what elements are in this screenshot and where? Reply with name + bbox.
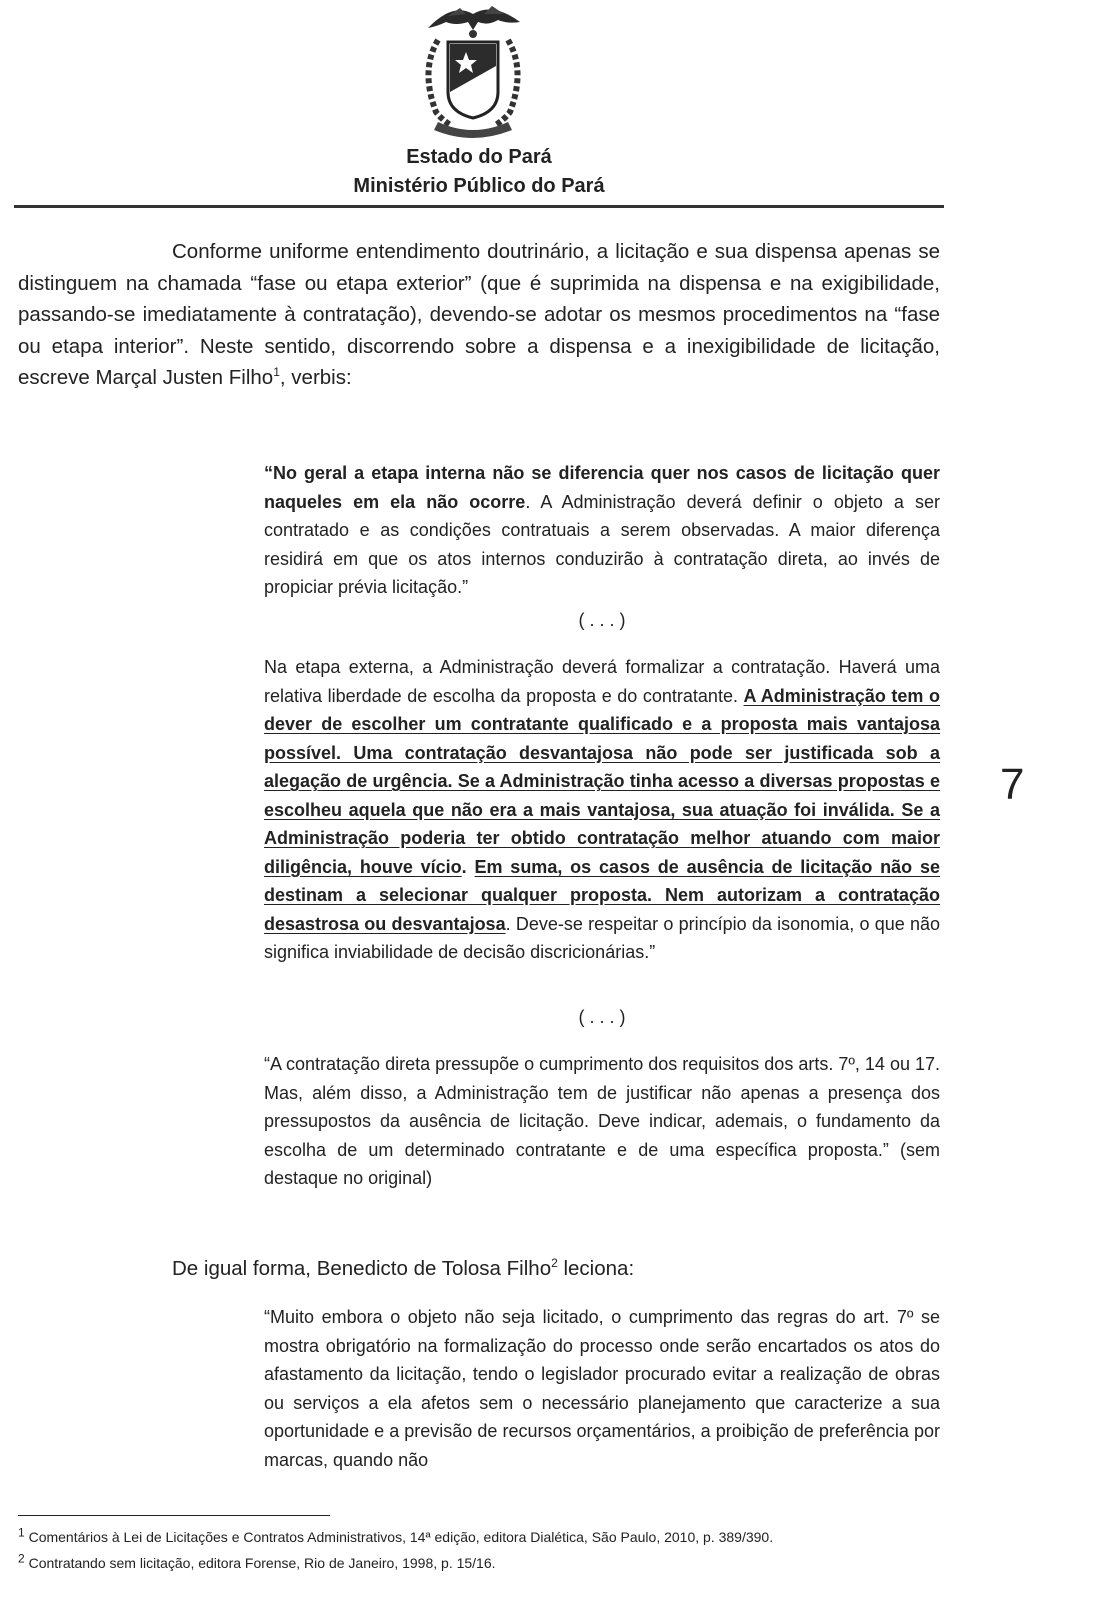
paragraph-1-text: Conforme uniforme entendimento doutrinário, a licitação e sua dispensa apenas se distinguem na chamada “fase ou etapa exterior” (que é suprimida na dispensa e na exigibilidade, passando-se imediatamente à contratação), devendo-se adotar os mesmos procedimentos na “fase ou etapa interior”. Neste sentido, discorrendo sobre a dispensa e a inexigibilidade de licitação, escreve Marçal Justen Filho (18, 240, 940, 389)
quote-2 (264, 653, 940, 967)
ellipsis-1: ( . . . ) (578, 610, 626, 630)
quote-2-underlined-1: A Administração tem o dever de escolher um contratante qualificado e a proposta mais vantajosa possível. Uma contratação desvantajosa não pode ser justificada sob a alegação de urgência. Se a Administração tinha acesso a diversas propostas e escolheu aquela que não era a mais vantajosa, sua atuação foi inválida. Se a Administração poderia ter obtido contratação melhor atuando com maior diligência, houve vício (264, 685, 940, 877)
footnote-1-text: Comentários à Lei de Licitações e Contratos Administrativos, 14ª edição, editora Dialética, São Paulo, 2010, p. 389/390. (28, 1529, 774, 1545)
quote-1-rest: . A Administração deverá definir o objeto a ser contratado e as condições contratuais a serem observadas. A maior diferença residirá em que os atos internos conduzirão à contratação direta, ao invés de propiciar prévia licitação.” (264, 491, 941, 597)
quote-2-underlined-2: Em suma, os casos de ausência de licitação não se destinam a selecionar qualquer proposta. Nem autorizam a contratação desastrosa ou desvantajosa (264, 856, 940, 934)
footnote-1-number: 1 (18, 1525, 25, 1540)
paragraph-2 (172, 1257, 634, 1281)
footnote-2-number: 2 (18, 1551, 25, 1566)
ellipsis-2: ( . . . ) (578, 1007, 626, 1027)
quote-2-plain-2: . Deve-se respeitar o princípio da isonomia, o que não significa inviabilidade de decisão discricionárias.” (264, 913, 941, 962)
header-ministry: Ministério Público do Pará (353, 175, 605, 197)
paragraph-2-tail: leciona: (557, 1257, 635, 1280)
footnote-divider (18, 1515, 330, 1516)
quote-3: “A contratação direta pressupõe o cumprimento dos requisitos dos arts. 7º, 14 ou 17. Mas, além disso, a Administração tem de justificar não apenas a presença dos pressupostos da ausência de licitação. Deve indicar, ademais, o fundamento da escolha de um determinado contratante e de uma específica proposta.” (sem destaque no original) (264, 1054, 940, 1188)
paragraph-1-tail: , verbis: (279, 366, 352, 389)
quote-2-dot: . (461, 856, 475, 877)
page-number: 7 (1000, 760, 1025, 809)
quote-1-bold: “No geral a etapa interna não se diferencia quer nos casos de licitação quer naqueles em ela não ocorre (264, 463, 940, 512)
footnote-2 (18, 1551, 496, 1571)
header-divider (14, 205, 944, 208)
footnote-1 (18, 1525, 774, 1545)
quote-1 (264, 459, 940, 602)
paragraph-1 (18, 236, 940, 394)
footnote-2-text: Contratando sem licitação, editora Forense, Rio de Janeiro, 1998, p. 15/16. (28, 1555, 496, 1571)
header-state: Estado do Pará (406, 146, 552, 168)
quote-4: “Muito embora o objeto não seja licitado, o cumprimento das regras do art. 7º se mostra obrigatório na formalização do processo onde serão encartados os atos do afastamento da licitação, tendo o legislador procurado evitar a realização de obras ou serviços a ela afetos sem o necessário planejamento que caracterize a sua oportunidade e a previsão de recursos orçamentários, a proibição de preferência por marcas, quando não (264, 1307, 940, 1470)
quote-2-plain-1: Na etapa externa, a Administração deverá formalizar a contratação. Haverá uma relativa liberdade de escolha da proposta e do contratante. (264, 657, 940, 706)
paragraph-2-text: De igual forma, Benedicto de Tolosa Filho (172, 1257, 552, 1280)
footnote-ref-1: 1 (273, 365, 280, 380)
footnote-ref-2: 2 (551, 1256, 558, 1271)
coat-of-arms-seal (408, 0, 538, 142)
